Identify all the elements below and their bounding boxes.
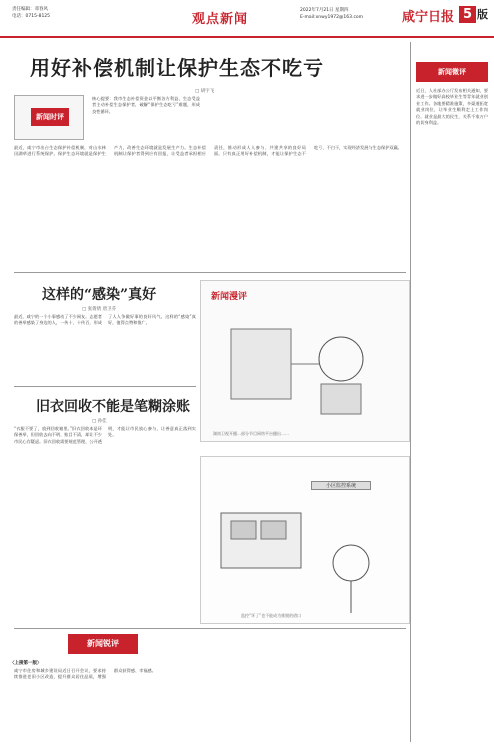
article3-body: “衣服不要了，放到回收箱里。”旧衣回收本是环保善举，但回收去向不明、账目不清，却让不少市民心存疑虑。旧衣回收需要规范管理，公开透明，才能让市民放心参与，让善意真正落到实处。 bbox=[14, 426, 196, 444]
phone-line: 电话：0715-8125 bbox=[12, 14, 51, 19]
monitor-sign: 小区监控系统 bbox=[311, 481, 371, 490]
editor-line: 责任编辑：邓春风 bbox=[12, 7, 48, 12]
continued-label: 〈上接第一版〉 bbox=[10, 661, 42, 666]
article3-title[interactable]: 旧衣回收不能是笔糊涂账 bbox=[36, 399, 190, 415]
main-headline[interactable]: 用好补偿机制让保护生态不吃亏 bbox=[30, 56, 324, 80]
badge-label: 新闻时评 bbox=[31, 108, 69, 126]
footer-body: 咸宁市住房和城乡建设局近日召开会议，要求持续推进老旧小区改造，提升群众居住品质，增强群众获得感、幸福感。 bbox=[14, 668, 156, 680]
article2-author: □ 张倩倩 唐卫芬 bbox=[82, 307, 117, 312]
sidebar-body: 近日，人社部办公厅发布相关通知，要求进一步做好高校毕业生等青年就业创业工作。各地要精准施策，多渠道拓宽就业岗位，让毕业生顺利走上工作岗位。就业是最大的民生，关系千家万户的切身利益。 bbox=[416, 88, 488, 126]
page-number: 5 bbox=[459, 6, 476, 23]
cartoon-illustration-icon bbox=[201, 299, 409, 439]
date-text: 2022年7月21日 星期四 bbox=[300, 8, 349, 13]
email-text: E-mail:xnwy1972@163.com bbox=[300, 15, 364, 20]
article3-author: □ 孙佳 bbox=[92, 419, 107, 424]
column-divider bbox=[410, 42, 411, 742]
newspaper-logo: 咸宁日报 bbox=[402, 10, 455, 25]
main-byline: □ 胡宇飞 bbox=[195, 89, 215, 94]
page-header bbox=[0, 0, 494, 38]
sidebar-header: 新闻微评 bbox=[416, 62, 488, 82]
article2-body: 最近，咸宁的一个小事感动了不少网友。志愿者的善举感染了身边的人，一传十、十传百，形成了人人争做好事的良好风气。这样的“感染”真好，值得点赞和推广。 bbox=[14, 314, 196, 326]
main-lead: 核心提要：我市生态补偿资金以平衡各方利益，生态受益者主动补偿生态保护者，破解“保护生态吃亏”难题，形成良性循环。 bbox=[92, 96, 200, 114]
footer-divider bbox=[14, 628, 406, 629]
news-comment-badge bbox=[14, 95, 84, 140]
footer-badge: 新闻锐评 bbox=[68, 634, 138, 654]
monitor-illustration-icon bbox=[201, 493, 409, 623]
cartoon-title: 新闻漫评 bbox=[211, 292, 248, 302]
editor-info bbox=[12, 6, 50, 20]
main-body: 最近，咸宁市出台生态保护补偿机制，对山水林田湖草进行系统保护。保护生态环境就是保护生产力，改善生态环境就是发展生产力。生态补偿机制让保护者得到应有回报，让受益者承担相应责任，推动形成人人参与、共建共享的良好局面。只有真正用好补偿机制，才能让保护生态不吃亏、不白干，实现经济发展与生态保护双赢。 bbox=[14, 145, 402, 157]
section-divider bbox=[14, 386, 196, 387]
issue-date bbox=[300, 7, 363, 21]
page-suffix: 版 bbox=[477, 8, 488, 21]
cartoon-caption: 湖南卫视开播…部分节目网络平台播出…… bbox=[213, 431, 289, 436]
cartoon-panel bbox=[200, 280, 410, 442]
monitor-cartoon-panel bbox=[200, 456, 410, 624]
article2-title[interactable]: 这样的“感染”真好 bbox=[42, 287, 157, 303]
section-divider bbox=[14, 272, 406, 273]
monitor-caption: 监控“坏了”也不能成为推脱的借口 bbox=[241, 613, 302, 618]
section-title: 观点新闻 bbox=[192, 12, 249, 27]
